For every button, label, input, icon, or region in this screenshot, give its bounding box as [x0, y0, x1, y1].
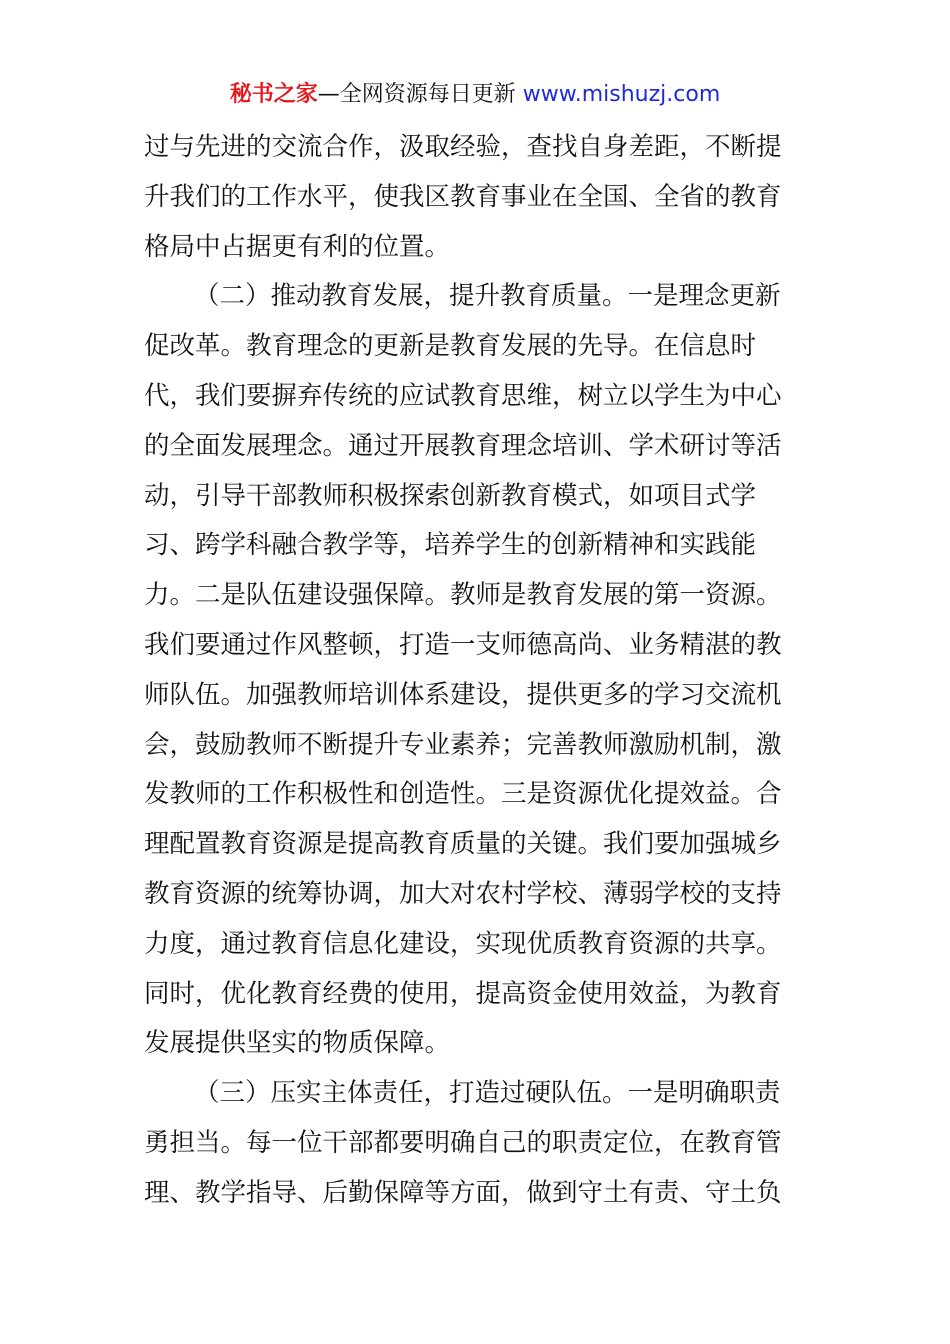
site-tagline: —全网资源每日更新 [317, 82, 523, 107]
text-line: 勇担当。每一位干部都要明确自己的职责定位，在教育管 [144, 1127, 782, 1158]
text-line: 代，我们要摒弃传统的应试教育思维，树立以学生为中心 [144, 380, 782, 411]
text-line: 理、教学指导、后勤保障等方面，做到守土有责、守土负 [144, 1177, 782, 1208]
text-line: 发教师的工作积极性和创造性。三是资源优化提效益。合 [144, 779, 782, 810]
text-line: 力度，通过教育信息化建设，实现优质教育资源的共享。 [144, 928, 782, 959]
text-line: 教育资源的统筹协调，加大对农村学校、薄弱学校的支持 [144, 878, 782, 909]
text-line: 过与先进的交流合作，汲取经验，查找自身差距，不断提 [144, 132, 782, 162]
text-line: 动，引导干部教师积极探索创新教育模式，如项目式学 [144, 480, 757, 511]
text-line: 师队伍。加强教师培训体系建设，提供更多的学习交流机 [144, 679, 782, 710]
text-line: 力。二是队伍建设强保障。教师是教育发展的第一资源。 [144, 580, 782, 611]
text-line: 升我们的工作水平，使我区教育事业在全国、全省的教育 [144, 181, 782, 212]
text-line: 的全面发展理念。通过开展教育理念培训、学术研讨等活 [144, 430, 782, 461]
site-url-link[interactable]: www.mishuzj.com [522, 82, 721, 107]
document-body [144, 123, 808, 1219]
text-line: 会，鼓励教师不断提升专业素养；完善教师激励机制，激 [144, 729, 782, 760]
text-line: 促改革。教育理念的更新是教育发展的先导。在信息时 [144, 331, 757, 362]
paragraph-start-line: （二）推动教育发展，提升教育质量。一是理念更新 [194, 281, 781, 312]
text-line: 习、跨学科融合教学等，培养学生的创新精神和实践能 [144, 530, 757, 561]
text-line: 格局中占据更有利的位置。 [144, 231, 451, 262]
paragraph-start-line: （三）压实主体责任，打造过硬队伍。一是明确职责 [194, 1078, 781, 1109]
text-line: 发展提供坚实的物质保障。 [144, 1028, 451, 1059]
text-line: 我们要通过作风整顿，打造一支师德高尚、业务精湛的教 [144, 629, 782, 660]
site-brand: 秘书之家 [229, 82, 318, 107]
text-line: 理配置教育资源是提高教育质量的关键。我们要加强城乡 [144, 829, 782, 860]
text-line: 同时，优化教育经费的使用，提高资金使用效益，为教育 [144, 978, 782, 1009]
site-header [0, 80, 950, 110]
